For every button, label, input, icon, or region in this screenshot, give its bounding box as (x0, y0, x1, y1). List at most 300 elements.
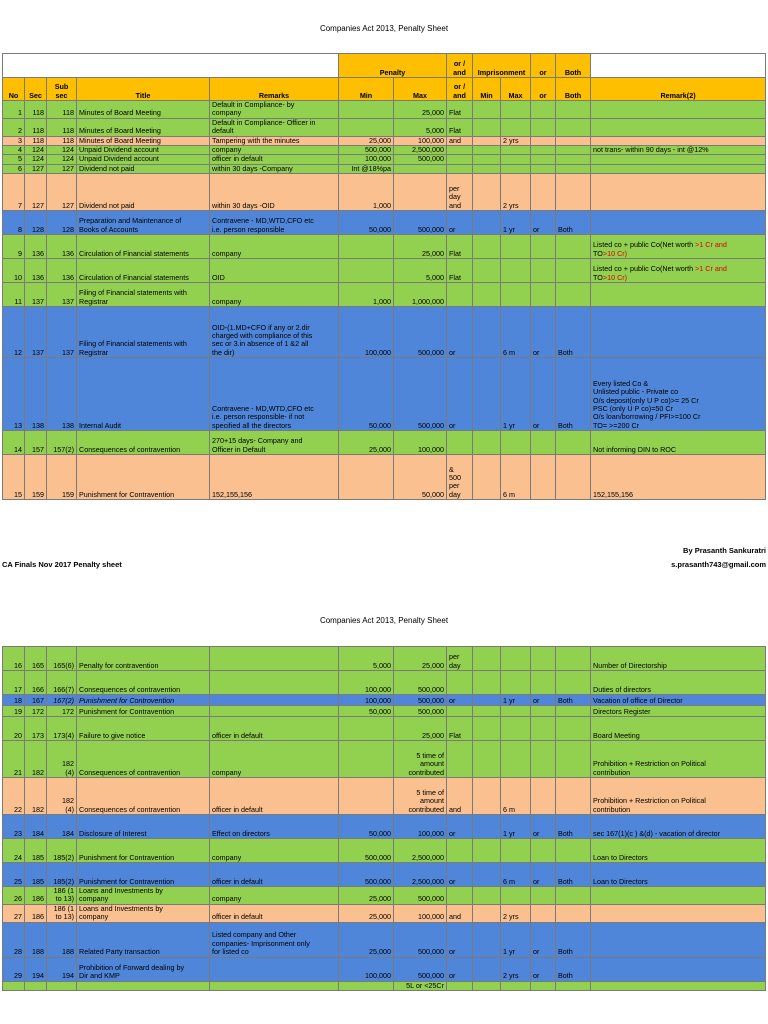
row-imp-max: 6 m (501, 778, 531, 815)
row-or: or (531, 957, 556, 981)
table-row (3, 455, 766, 500)
row-remark2 (591, 957, 766, 981)
row-or-and (447, 887, 473, 905)
row-remark2: Prohibition + Restriction on Political contribution (591, 778, 766, 815)
row-or-and (447, 164, 473, 173)
row-remarks: Contravene - MD,WTD,CFO etc i.e. person responsible- if not specified all the directors (210, 358, 339, 431)
row-sec: 167 (25, 695, 47, 706)
row-no: 22 (3, 778, 25, 815)
row-or-and (447, 431, 473, 455)
row-penalty-max (394, 164, 447, 173)
row-remarks: company (210, 741, 339, 778)
row-sec: 184 (25, 815, 47, 839)
row-sec: 157 (25, 431, 47, 455)
row-or-and: Flat (447, 259, 473, 283)
table-row (3, 358, 766, 431)
row-or (531, 778, 556, 815)
row-remark2 (591, 307, 766, 358)
row-sub-sec: 157(2) (47, 431, 77, 455)
row-imp-min (473, 146, 501, 155)
header-both: Both (556, 54, 591, 78)
row-imp-min (473, 358, 501, 431)
row-penalty-max: 500,000 (394, 155, 447, 164)
row-penalty-min (339, 717, 394, 741)
row-penalty-max: 25,000 (394, 717, 447, 741)
row-no: 2 (3, 118, 25, 136)
row-sub-sec: 118 (47, 136, 77, 145)
row-title: Failure to give notice (77, 717, 210, 741)
row-sec: 137 (25, 283, 47, 307)
row-or (531, 717, 556, 741)
row-remark2: Board Meeting (591, 717, 766, 741)
row-or-and: Flat (447, 717, 473, 741)
row-imp-max (501, 101, 531, 119)
row-title: Loans and Investments by company (77, 904, 210, 922)
row-title: Punishment for Contravention (77, 455, 210, 500)
row-imp-min (473, 741, 501, 778)
row-sec: 159 (25, 455, 47, 500)
table-row (3, 815, 766, 839)
row-no: 11 (3, 283, 25, 307)
row-or-and: or (447, 211, 473, 235)
col-sub-sec: Sub sec (47, 78, 77, 101)
row-penalty-min: 25,000 (339, 922, 394, 957)
row-both: Both (556, 957, 591, 981)
row-or: or (531, 863, 556, 887)
row-title: Minutes of Board Meeting (77, 136, 210, 145)
row-remarks: officer in default (210, 778, 339, 815)
row-sec: 185 (25, 863, 47, 887)
row-remarks: company (210, 235, 339, 259)
row-imp-max (501, 647, 531, 671)
row-sub-sec: 127 (47, 164, 77, 173)
row-title: Circulation of Financial statements (77, 235, 210, 259)
row-or-and (447, 839, 473, 863)
row-sec: 124 (25, 146, 47, 155)
row-sec: 137 (25, 307, 47, 358)
table-row (3, 706, 766, 717)
row-remark2 (591, 118, 766, 136)
row-imp-min (473, 259, 501, 283)
row-or (531, 839, 556, 863)
row-sub-sec: 124 (47, 146, 77, 155)
row-imp-max (501, 283, 531, 307)
row-sec: 118 (25, 118, 47, 136)
row-imp-max: 1 yr (501, 211, 531, 235)
row-no: 9 (3, 235, 25, 259)
row-sub-sec: 136 (47, 235, 77, 259)
row-penalty-min (339, 259, 394, 283)
row-penalty-min: 500,000 (339, 146, 394, 155)
row-penalty-min: 25,000 (339, 431, 394, 455)
row-imp-min (473, 647, 501, 671)
col-both: Both (556, 78, 591, 101)
row-title: Filing of Financial statements with Registrar (77, 283, 210, 307)
row-both (556, 717, 591, 741)
row-or-and: and (447, 136, 473, 145)
row-remarks: OID-(1.MD+CFO if any or 2.dir charged with compliance of this sec or 3.in absence of 1 &2 all the dir) (210, 307, 339, 358)
row-title: Punishment for Contravention (77, 863, 210, 887)
row-title: Consequences of contravention (77, 671, 210, 695)
row-sub-sec: 137 (47, 307, 77, 358)
header-imprisonment: Imprisonment (473, 54, 531, 78)
row-remark2 (591, 235, 766, 259)
row-title: Dividend not paid (77, 174, 210, 211)
row-no: 25 (3, 863, 25, 887)
row-imp-max: 1 yr (501, 922, 531, 957)
table-row (3, 155, 766, 164)
row-or-and: per day (447, 647, 473, 671)
row-sub-sec: 172 (47, 706, 77, 717)
header-or: or (531, 54, 556, 78)
footer-author: By Prasanth Sankuratri (683, 546, 766, 555)
row-remark2 (591, 211, 766, 235)
col-or: or (531, 78, 556, 101)
row-penalty-min (339, 741, 394, 778)
row-penalty-min (339, 118, 394, 136)
table-row (3, 259, 766, 283)
row-sub-sec: 185(2) (47, 839, 77, 863)
row-sec: 185 (25, 839, 47, 863)
row-sec: 127 (25, 164, 47, 173)
row-imp-max (501, 717, 531, 741)
table-row (3, 101, 766, 119)
col-remarks: Remarks (210, 78, 339, 101)
table-row (3, 741, 766, 778)
row-both (556, 283, 591, 307)
header-penalty: Penalty (339, 54, 447, 78)
row-remark2 (591, 922, 766, 957)
row-imp-min (473, 164, 501, 173)
table-row (3, 211, 766, 235)
row-penalty-max: 100,000 (394, 904, 447, 922)
row-no: 14 (3, 431, 25, 455)
table-row (3, 839, 766, 863)
row-both (556, 174, 591, 211)
col-imp-max: Max (501, 78, 531, 101)
row-title: Internal Audit (77, 358, 210, 431)
remark-text: Listed co + public Co(Net worth (593, 240, 696, 250)
row-remark2: Prohibition + Restriction on Political contribution (591, 741, 766, 778)
table-row (3, 695, 766, 706)
row-penalty-min: 1,000 (339, 174, 394, 211)
row-or (531, 235, 556, 259)
row-imp-max (501, 146, 531, 155)
row-remarks: OID (210, 259, 339, 283)
row-no: 7 (3, 174, 25, 211)
row-penalty-min: 100,000 (339, 695, 394, 706)
row-imp-min (473, 101, 501, 119)
row-both (556, 647, 591, 671)
table-row (3, 778, 766, 815)
row-penalty-max: 2,500,000 (394, 146, 447, 155)
row-remarks: within 30 days -Company (210, 164, 339, 173)
row-imp-min (473, 174, 501, 211)
row-or-and: or (447, 957, 473, 981)
row-sec (25, 981, 47, 990)
row-sub-sec: 167(2) (47, 695, 77, 706)
penalty-table-2 (2, 646, 766, 991)
row-or (531, 671, 556, 695)
row-or-and (447, 981, 473, 990)
row-no: 8 (3, 211, 25, 235)
row-title: Minutes of Board Meeting (77, 118, 210, 136)
row-sub-sec: 182 (4) (47, 741, 77, 778)
remark-text: TO (593, 248, 603, 258)
row-penalty-max: 50,000 (394, 455, 447, 500)
row-sub-sec: 138 (47, 358, 77, 431)
table-row (3, 887, 766, 905)
row-penalty-min (339, 235, 394, 259)
row-sub-sec: 173(4) (47, 717, 77, 741)
row-or (531, 455, 556, 500)
row-title: Punishment for Controvention (77, 695, 210, 706)
row-remark2 (591, 887, 766, 905)
row-both (556, 706, 591, 717)
col-sec: Sec (25, 78, 47, 101)
row-or (531, 981, 556, 990)
row-both (556, 741, 591, 778)
row-remarks: officer in default (210, 717, 339, 741)
row-imp-min (473, 211, 501, 235)
row-imp-min (473, 904, 501, 922)
row-or (531, 101, 556, 119)
remark-text: Listed co + public Co(Net worth (593, 264, 696, 274)
row-title (77, 981, 210, 990)
row-remark2 (591, 981, 766, 990)
row-sub-sec: 188 (47, 922, 77, 957)
row-imp-max (501, 259, 531, 283)
col-title: Title (77, 78, 210, 101)
row-penalty-min: 25,000 (339, 887, 394, 905)
remark-highlight: >10 Cr) (602, 248, 628, 258)
row-title: Punishment for Contravention (77, 839, 210, 863)
row-imp-max (501, 671, 531, 695)
row-remark2: Duties of directors (591, 671, 766, 695)
row-penalty-min: 100,000 (339, 957, 394, 981)
row-penalty-min (339, 981, 394, 990)
row-sec: 194 (25, 957, 47, 981)
row-penalty-max: 100,000 (394, 136, 447, 145)
row-no: 20 (3, 717, 25, 741)
row-no (3, 981, 25, 990)
row-remarks (210, 981, 339, 990)
row-both: Both (556, 211, 591, 235)
row-remarks: officer in default (210, 904, 339, 922)
row-remark2 (591, 904, 766, 922)
row-or-and (447, 283, 473, 307)
row-imp-max: 1 yr (501, 695, 531, 706)
row-title: Minutes of Board Meeting (77, 101, 210, 119)
row-sec: 165 (25, 647, 47, 671)
row-or (531, 706, 556, 717)
row-remark2: Every listed Co & Unlisted public - Private co O/s deposit(only U P co)>= 25 Cr PSC (only U P co)=50 Cr O/s loan/borrowing / PFI>=100 Cr TO= >=200 Cr (591, 358, 766, 431)
row-both (556, 155, 591, 164)
row-both (556, 235, 591, 259)
row-title: Unpaid Dividend account (77, 155, 210, 164)
row-no: 5 (3, 155, 25, 164)
row-penalty-min: 50,000 (339, 706, 394, 717)
row-remark2: Loan to Directors (591, 839, 766, 863)
col-max: Max (394, 78, 447, 101)
row-or (531, 904, 556, 922)
row-title: Dividend not paid (77, 164, 210, 173)
row-sub-sec: 186 (1 to 13) (47, 887, 77, 905)
row-or: or (531, 695, 556, 706)
row-imp-max (501, 118, 531, 136)
row-imp-min (473, 887, 501, 905)
row-penalty-min: 500,000 (339, 839, 394, 863)
row-sub-sec: 118 (47, 118, 77, 136)
row-sec: 173 (25, 717, 47, 741)
row-sec: 186 (25, 887, 47, 905)
row-no: 29 (3, 957, 25, 981)
row-both (556, 146, 591, 155)
row-penalty-min: Int @18%pa (339, 164, 394, 173)
row-penalty-min: 50,000 (339, 211, 394, 235)
remark-highlight: >1 Cr and (695, 240, 727, 250)
row-imp-min (473, 118, 501, 136)
row-remarks (210, 695, 339, 706)
row-or (531, 118, 556, 136)
row-or-and (447, 706, 473, 717)
row-sec: 136 (25, 235, 47, 259)
row-imp-min (473, 778, 501, 815)
row-or (531, 283, 556, 307)
table-row (3, 671, 766, 695)
header-or-and: or / and (447, 54, 473, 78)
remark-highlight: >10 Cr) (602, 272, 628, 282)
table-row (3, 904, 766, 922)
row-no: 3 (3, 136, 25, 145)
row-remarks: Tampering with the minutes (210, 136, 339, 145)
row-remarks (210, 647, 339, 671)
row-both: Both (556, 358, 591, 431)
row-sec: 138 (25, 358, 47, 431)
row-no: 12 (3, 307, 25, 358)
table-row (3, 981, 766, 990)
row-penalty-max: 500,000 (394, 957, 447, 981)
row-no: 16 (3, 647, 25, 671)
row-sub-sec: 136 (47, 259, 77, 283)
row-or (531, 146, 556, 155)
row-imp-max: 1 yr (501, 358, 531, 431)
row-or: or (531, 922, 556, 957)
row-sub-sec: 186 (1 to 13) (47, 904, 77, 922)
sheet-title: Companies Act 2013, Penalty Sheet (319, 24, 449, 33)
row-sub-sec: 137 (47, 283, 77, 307)
row-both: Both (556, 695, 591, 706)
row-title: Related Party transaction (77, 922, 210, 957)
row-remarks: Contravene - MD,WTD,CFO etc i.e. person responsible (210, 211, 339, 235)
row-sec: 124 (25, 155, 47, 164)
row-or-and: or (447, 307, 473, 358)
row-both (556, 904, 591, 922)
row-no: 1 (3, 101, 25, 119)
row-remark2: Loan to Directors (591, 863, 766, 887)
row-imp-max (501, 887, 531, 905)
row-imp-max: 6 m (501, 863, 531, 887)
row-remark2 (591, 174, 766, 211)
row-sec: 118 (25, 136, 47, 145)
table-row (3, 118, 766, 136)
row-or (531, 647, 556, 671)
row-both (556, 101, 591, 119)
row-remarks: Listed company and Other companies- Imprisonment only for listed co (210, 922, 339, 957)
row-remarks: within 30 days -OID (210, 174, 339, 211)
row-both: Both (556, 863, 591, 887)
row-or-and (447, 146, 473, 155)
row-or (531, 259, 556, 283)
table-row (3, 717, 766, 741)
row-sec: 127 (25, 174, 47, 211)
row-title: Filing of Financial statements with Registrar (77, 307, 210, 358)
row-or-and (447, 155, 473, 164)
row-imp-min (473, 815, 501, 839)
row-remarks: officer in default (210, 155, 339, 164)
row-imp-min (473, 136, 501, 145)
row-no: 13 (3, 358, 25, 431)
row-imp-min (473, 863, 501, 887)
row-sub-sec: 118 (47, 101, 77, 119)
row-or: or (531, 211, 556, 235)
col-no: No (3, 78, 25, 101)
row-penalty-max: 5 time of amount contributed (394, 778, 447, 815)
row-no: 19 (3, 706, 25, 717)
row-remarks: 270+15 days- Company and Officer in Default (210, 431, 339, 455)
row-sub-sec: 185(2) (47, 863, 77, 887)
table-row (3, 146, 766, 155)
row-title: Circulation of Financial statements (77, 259, 210, 283)
row-sec: 166 (25, 671, 47, 695)
row-penalty-max: 5 time of amount contributed (394, 741, 447, 778)
row-or: or (531, 307, 556, 358)
col-remark2: Remark(2) (591, 78, 766, 101)
row-imp-max (501, 981, 531, 990)
row-title: Punishment for Contravention (77, 706, 210, 717)
table-row (3, 235, 766, 259)
row-penalty-max: 2,500,000 (394, 863, 447, 887)
table-row (3, 307, 766, 358)
row-or-and: Flat (447, 235, 473, 259)
row-penalty-min: 50,000 (339, 358, 394, 431)
header-row-top (3, 54, 766, 78)
row-remarks: Default in Compliance- by company (210, 101, 339, 119)
row-sec: 188 (25, 922, 47, 957)
row-or: or (531, 358, 556, 431)
row-title: Disclosure of Interest (77, 815, 210, 839)
row-or (531, 887, 556, 905)
row-or-and: or (447, 863, 473, 887)
row-or-and: and (447, 904, 473, 922)
sheet-title-2: Companies Act 2013, Penalty Sheet (319, 616, 449, 625)
row-both (556, 981, 591, 990)
row-title: Unpaid Dividend account (77, 146, 210, 155)
row-remark2 (591, 259, 766, 283)
row-penalty-min: 25,000 (339, 136, 394, 145)
row-remarks: company (210, 887, 339, 905)
row-imp-max: 2 yrs (501, 957, 531, 981)
row-penalty-min: 500,000 (339, 863, 394, 887)
row-penalty-max: 25,000 (394, 101, 447, 119)
row-imp-max: 2 yrs (501, 174, 531, 211)
header-row (3, 78, 766, 101)
table-row (3, 431, 766, 455)
row-both: Both (556, 815, 591, 839)
row-both (556, 118, 591, 136)
penalty-table-1 (2, 53, 766, 500)
row-penalty-max: 5L or <25Cr (394, 981, 447, 990)
